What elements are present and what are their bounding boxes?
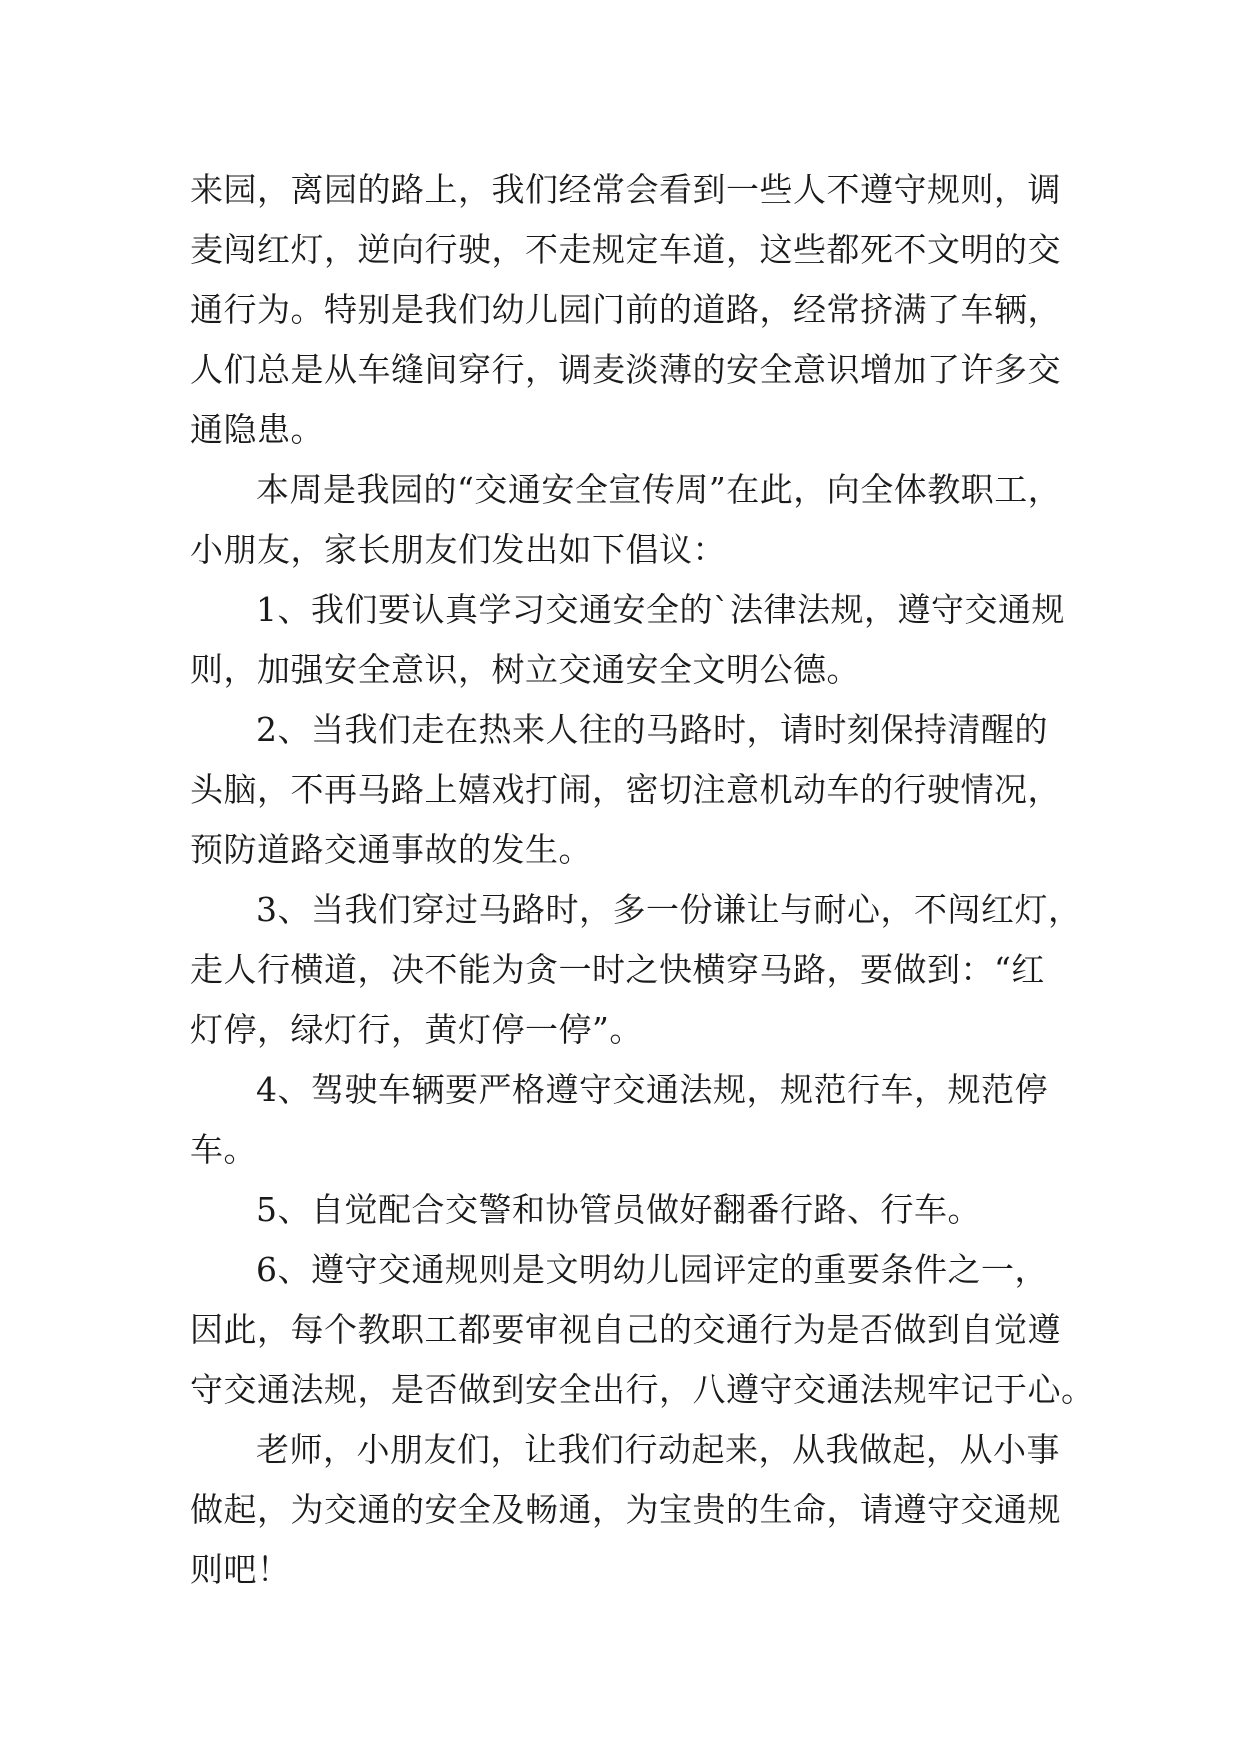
text-line: 做起，为交通的安全及畅通，为宝贵的生命，请遵守交通规 bbox=[190, 1490, 1061, 1529]
text-line: 预防道路交通事故的发生。 bbox=[190, 830, 592, 869]
text-line: 麦闯红灯，逆向行驶，不走规定车道，这些都死不文明的交 bbox=[190, 230, 1061, 269]
text-line: 守交通法规，是否做到安全出行，八遵守交通法规牢记于心。 bbox=[190, 1370, 1095, 1409]
text-line: 头脑，不再马路上嬉戏打闹，密切注意机动车的行驶情况， bbox=[190, 770, 1061, 809]
text-line: 走人行横道，决不能为贪一时之快横穿马路，要做到：“红 bbox=[190, 950, 1045, 989]
list-item-5-line: 5、自觉配合交警和协管员做好翻番行路、行车。 bbox=[256, 1190, 981, 1229]
text-line: 车。 bbox=[190, 1130, 257, 1169]
text-line: 人们总是从车缝间穿行，调麦淡薄的安全意识增加了许多交 bbox=[190, 350, 1061, 389]
text-line: 因此，每个教职工都要审视自己的交通行为是否做到自觉遵 bbox=[190, 1310, 1061, 1349]
text-line: 来园，离园的路上，我们经常会看到一些人不遵守规则，调 bbox=[190, 170, 1061, 209]
text-line: 小朋友，家长朋友们发出如下倡议： bbox=[190, 530, 726, 569]
closing-paragraph-line: 老师，小朋友们，让我们行动起来，从我做起，从小事 bbox=[256, 1430, 1060, 1469]
list-item-2-line: 2、当我们走在热来人往的马路时，请时刻保持清醒的 bbox=[256, 710, 1048, 749]
document-body bbox=[190, 160, 1095, 1600]
text-line: 灯停，绿灯行，黄灯停一停”。 bbox=[190, 1010, 643, 1049]
text-line: 则，加强安全意识，树立交通安全文明公德。 bbox=[190, 650, 860, 689]
text-line: 通行为。特别是我们幼儿园门前的道路，经常挤满了车辆， bbox=[190, 290, 1061, 329]
list-item-1-line: 1、我们要认真学习交通安全的`法律法规，遵守交通规 bbox=[256, 590, 1065, 629]
paragraph-start-line: 本周是我园的“交通安全宣传周”在此，向全体教职工， bbox=[256, 470, 1062, 509]
text-line: 通隐患。 bbox=[190, 410, 324, 449]
list-item-6-line: 6、遵守交通规则是文明幼儿园评定的重要条件之一， bbox=[256, 1250, 1048, 1289]
list-item-3-line: 3、当我们穿过马路时，多一份谦让与耐心，不闯红灯， bbox=[256, 890, 1082, 929]
text-line: 则吧！ bbox=[190, 1550, 291, 1589]
list-item-4-line: 4、驾驶车辆要严格遵守交通法规，规范行车，规范停 bbox=[256, 1070, 1048, 1109]
